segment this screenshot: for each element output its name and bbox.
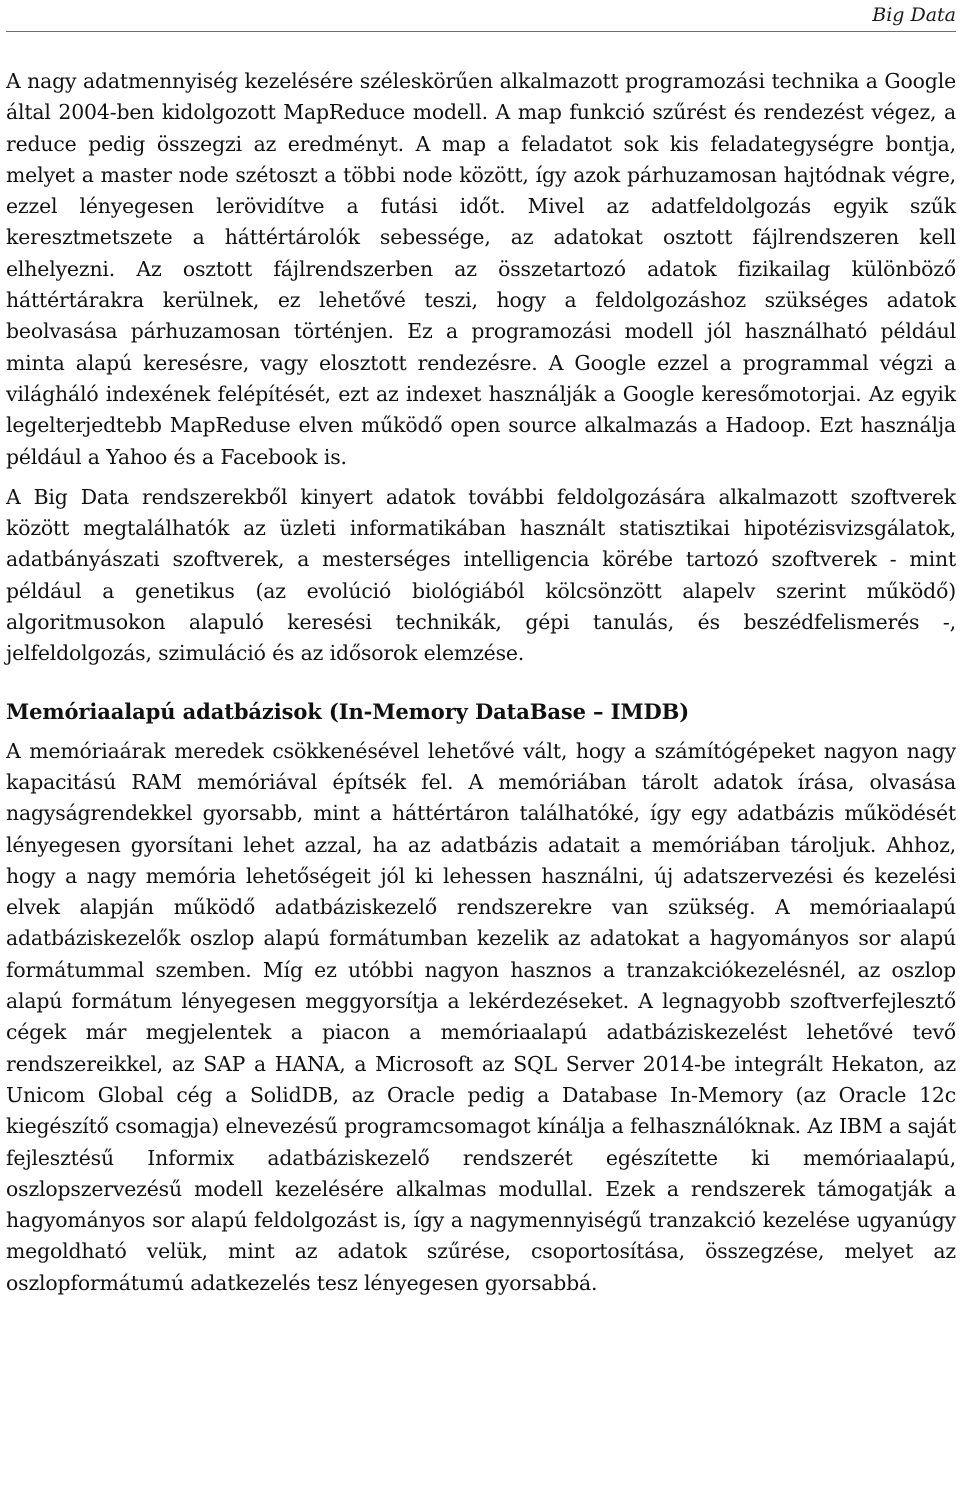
- running-header-title: Big Data: [872, 4, 956, 26]
- paragraph-in-memory-databases: A memóriaárak meredek csökkenésével lehetővé vált, hogy a számítógépeket nagyon nagy kapacitású RAM memóriával építsék fel. A memóriában tárolt adatok írása, olvasása nagyságrendekkel gyorsabb, mint a háttértáron találhatóké, így egy adatbázis működését lényegesen gyorsítani lehet azzal, ha az adatbázis adatait a memóriában tároljuk. Ahhoz, hogy a nagy memória lehetőségeit jól ki lehessen használni, új adatszervezési és kezelési elvek alapján működő adatbáziskezelő rendszerekre van szükség. A memóriaalapú adatbáziskezelők oszlop alapú formátumban kezelik az adatokat a hagyományos sor alapú formátummal szemben. Míg ez utóbbi nagyon hasznos a tranzakciókezelésnél, az oszlop alapú formátum lényegesen meggyorsítja a lekérdezéseket. A legnagyobb szoftverfejlesztő cégek már megjelentek a piacon a memóriaalapú adatbáziskezelést lehetővé tevő rendszereikkel, az SAP a HANA, a Microsoft az SQL Server 2014-be integrált Hekaton, az Unicom Global cég a SolidDB, az Oracle pedig a Database In-Memory (az Oracle 12c kiegészítő csomagja) elnevezésű programcsomagot kínálja a felhasználóknak. Az IBM a saját fejlesztésű Informix adatbáziskezelő rendszerét egészítette ki memóriaalapú, oszlopszervezésű modell kezelésére alkalmas modullal. Ezek a rendszerek támogatják a hagyományos sor alapú feldolgozást is, így a nagymennyiségű tranzakció kezelése ugyanúgy megoldható velük, mint az adatok szűrése, csoportosítása, összegzése, melyet az oszlopformátumú adatkezelés tesz lényegesen gyorsabbá.: [6, 738, 956, 1295]
- page-header: [6, 0, 956, 32]
- paragraph-mapreduce: A nagy adatmennyiség kezelésére széleskörűen alkalmazott programozási technika a Google által 2004-ben kidolgozott MapReduce modell. A map funkció szűrést és rendezést végez, a reduce pedig összegzi az eredményt. A map a feladatot sok kis feladategységre bontja, melyet a master node szétoszt a többi node között, így azok párhuzamosan hajtódnak végre, ezzel lényegesen lerövidítve a futási időt. Mivel az adatfeldolgozás egyik szűk keresztmetszete a háttértárolók sebessége, az adatokat osztott fájlrendszeren kell elhelyezni. Az osztott fájlrendszerben az összetartozó adatok fizikailag különböző háttértárakra kerülnek, ez lehetővé teszi, hogy a feldolgozáshoz szükséges adatok beolvasása párhuzamosan történjen. Ez a programozási modell jól használható például minta alapú keresésre, vagy elosztott rendezésre. A Google ezzel a programmal végzi a világháló indexének felépítését, ezt az indexet használják a Google keresőmotorjai. Az egyik legelterjedtebb MapReduse elven működő open source alkalmazás a Hadoop. Ezt használja például a Yahoo és a Facebook is.: [6, 69, 956, 469]
- paragraph-big-data-processing: A Big Data rendszerekből kinyert adatok további feldolgozására alkalmazott szoftverek között megtalálhatók az üzleti informatikában használt statisztikai hipotézisvizsgálatok, adatbányászati szoftverek, a mesterséges intelligencia körébe tartozó szoftverek - mint például a genetikus (az evolúció biológiából kölcsönzött alapelv szerint működő) algoritmusokon alapuló keresési technikák, gépi tanulás, és beszédfelismerés -, jelfeldolgozás, szimuláció és az idősorok elemzése.: [6, 484, 956, 666]
- document-body: [6, 66, 956, 1299]
- section-heading-imdb: Memóriaalapú adatbázisok (In-Memory DataBase – IMDB): [6, 698, 690, 724]
